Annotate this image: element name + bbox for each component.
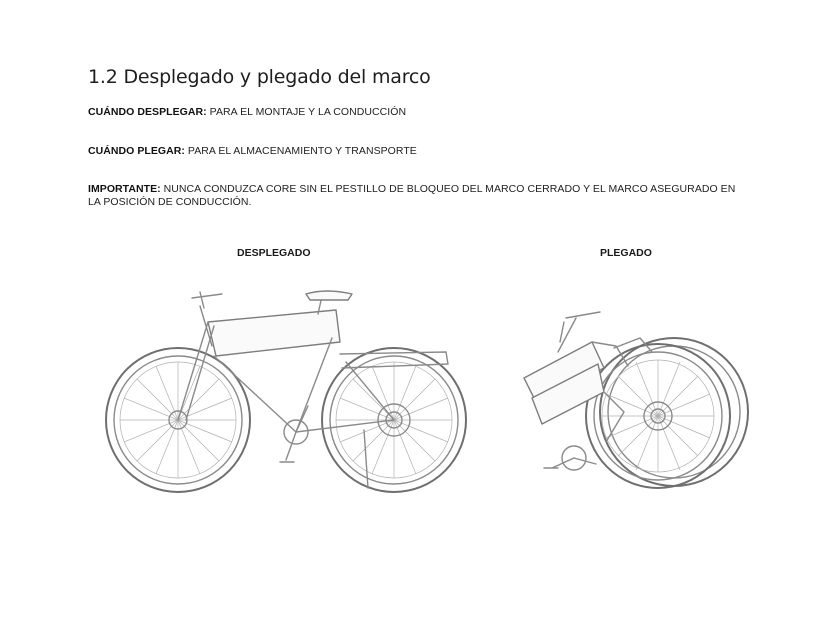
fold-instruction [88, 145, 417, 158]
unfold-instruction [88, 106, 406, 119]
bike-frame [178, 291, 448, 488]
unfold-text: PARA EL MONTAJE Y LA CONDUCCIÓN [206, 106, 407, 118]
unfold-label: CUÁNDO DESPLEGAR: [88, 106, 207, 118]
fold-label: CUÁNDO PLEGAR: [88, 145, 185, 157]
important-label: IMPORTANTE: [88, 183, 161, 195]
folded-caption: PLEGADO [600, 247, 652, 259]
folded-wheels [586, 338, 748, 488]
fold-text: PARA EL ALMACENAMIENTO Y TRANSPORTE [184, 145, 417, 157]
bicycle-folded-illustration [496, 282, 758, 512]
section-title: 1.2 Desplegado y plegado del marco [88, 66, 431, 88]
unfolded-caption: DESPLEGADO [237, 247, 311, 259]
bicycle-unfolded-illustration [96, 282, 486, 512]
important-text: NUNCA CONDUZCA CORE SIN EL PESTILLO DE BLOQUEO DEL MARCO CERRADO Y EL MARCO ASEGURADO EN LA POSICIÓN DE CONDUCCIÓN. [88, 183, 736, 208]
important-warning [88, 183, 748, 209]
